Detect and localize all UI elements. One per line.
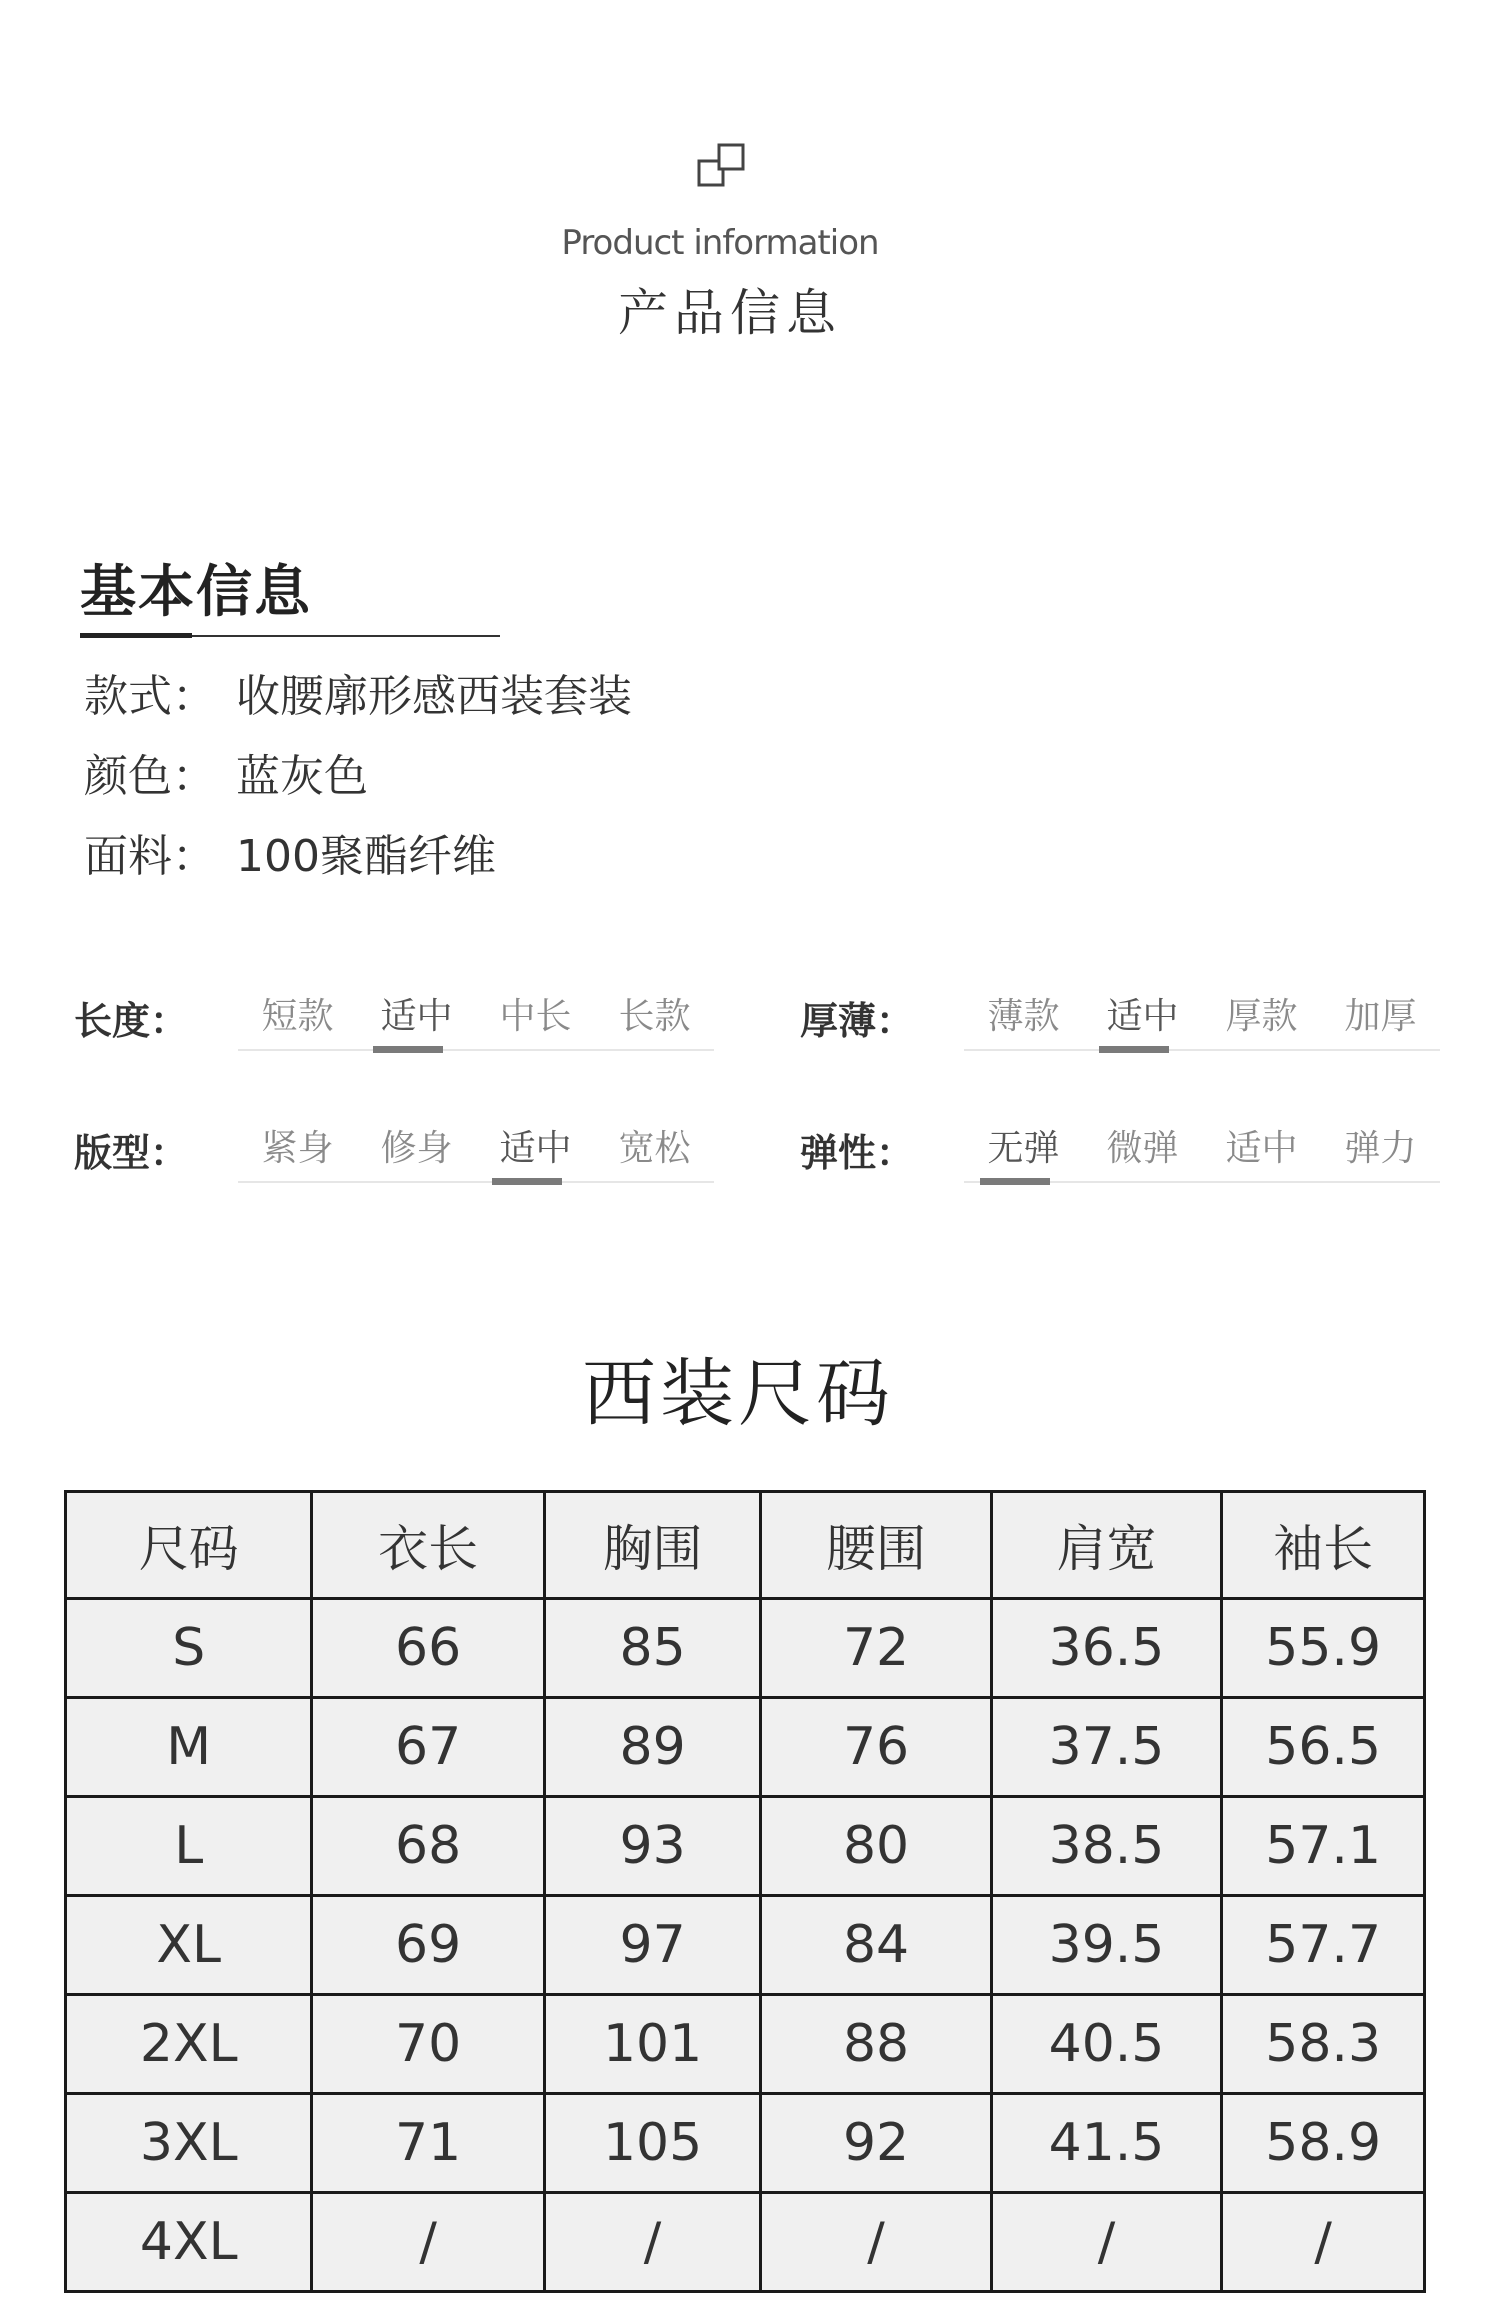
- table-cell: /: [991, 2193, 1222, 2292]
- table-cell: /: [761, 2193, 991, 2292]
- table-row: [66, 1599, 1425, 1698]
- table-cell: 85: [544, 1599, 761, 1698]
- attr-option: 弹力: [1344, 1128, 1417, 1169]
- attr-option: 加厚: [1344, 996, 1417, 1037]
- overlapping-squares-icon: [697, 141, 745, 197]
- info-row-color: [84, 740, 368, 804]
- info-row-style: [84, 660, 632, 724]
- table-cell: 57.1: [1222, 1797, 1425, 1896]
- attr-option-selected: 适中: [476, 1120, 595, 1181]
- table-cell: 58.3: [1222, 1995, 1425, 2094]
- table-cell: /: [544, 2193, 761, 2292]
- table-row: [66, 1995, 1425, 2094]
- table-cell: 41.5: [991, 2094, 1222, 2193]
- table-cell: 93: [544, 1797, 761, 1896]
- attr-label-elasticity: 弹性：: [800, 1131, 915, 1175]
- attr-options-elasticity: [964, 1120, 1440, 1183]
- attr-option: 薄款: [987, 996, 1060, 1037]
- table-cell: 66: [312, 1599, 544, 1698]
- table-cell: 84: [761, 1896, 991, 1995]
- table-cell: 68: [312, 1797, 544, 1896]
- basic-info-title: 基本信息: [80, 560, 312, 625]
- attr-option-selected: 适中: [1083, 988, 1202, 1049]
- table-cell: /: [1222, 2193, 1425, 2292]
- header-cell: 胸围: [544, 1492, 761, 1599]
- attr-options-thickness: [964, 988, 1440, 1051]
- attr-option: 厚款: [1225, 996, 1298, 1037]
- header-cell: 衣长: [312, 1492, 544, 1599]
- table-cell: 57.7: [1222, 1896, 1425, 1995]
- table-cell: 101: [544, 1995, 761, 2094]
- info-key: 颜色：: [84, 751, 216, 802]
- info-value: 收腰廓形感西装套装: [236, 671, 632, 722]
- attr-option: 微弹: [1106, 1128, 1179, 1169]
- header-cell: 尺码: [66, 1492, 312, 1599]
- table-cell: 58.9: [1222, 2094, 1425, 2193]
- table-cell: 70: [312, 1995, 544, 2094]
- attr-option: 宽松: [618, 1128, 691, 1169]
- section-title-cn: 产品信息: [618, 284, 842, 342]
- table-cell: 69: [312, 1896, 544, 1995]
- table-cell: 2XL: [66, 1995, 312, 2094]
- table-header-row: [66, 1492, 1425, 1599]
- size-table: [64, 1490, 1426, 2293]
- table-cell: 4XL: [66, 2193, 312, 2292]
- attr-label-fit: 版型：: [74, 1131, 189, 1175]
- info-key: 款式：: [84, 671, 216, 722]
- table-cell: 39.5: [991, 1896, 1222, 1995]
- header-cell: 腰围: [761, 1492, 991, 1599]
- section-subtitle-en: Product information: [561, 223, 879, 263]
- attr-option: 短款: [261, 996, 334, 1037]
- table-cell: 89: [544, 1698, 761, 1797]
- attr-option: 长款: [618, 996, 691, 1037]
- table-cell: 3XL: [66, 2094, 312, 2193]
- title-underline-accent: [80, 633, 192, 638]
- table-cell: 80: [761, 1797, 991, 1896]
- table-cell: S: [66, 1599, 312, 1698]
- table-cell: 76: [761, 1698, 991, 1797]
- info-key: 面料：: [84, 831, 216, 882]
- info-value: 100聚酯纤维: [236, 831, 496, 882]
- info-value: 蓝灰色: [236, 751, 368, 802]
- header-cell: 肩宽: [991, 1492, 1222, 1599]
- header-cell: 袖长: [1222, 1492, 1425, 1599]
- attr-label-length: 长度：: [74, 999, 189, 1043]
- attr-option: 修身: [380, 1128, 453, 1169]
- attr-options-fit: [238, 1120, 714, 1183]
- table-cell: 55.9: [1222, 1599, 1425, 1698]
- attr-option: 中长: [499, 996, 572, 1037]
- table-cell: 36.5: [991, 1599, 1222, 1698]
- info-row-fabric: [84, 820, 496, 884]
- attr-label-thickness: 厚薄：: [800, 999, 915, 1043]
- table-cell: 92: [761, 2094, 991, 2193]
- table-cell: 71: [312, 2094, 544, 2193]
- table-cell: 67: [312, 1698, 544, 1797]
- table-cell: 97: [544, 1896, 761, 1995]
- table-cell: 72: [761, 1599, 991, 1698]
- table-cell: 38.5: [991, 1797, 1222, 1896]
- size-chart-title: 西装尺码: [582, 1351, 894, 1437]
- table-cell: 88: [761, 1995, 991, 2094]
- table-row: [66, 2193, 1425, 2292]
- table-cell: 37.5: [991, 1698, 1222, 1797]
- attr-option-selected: 适中: [357, 988, 476, 1049]
- table-cell: 56.5: [1222, 1698, 1425, 1797]
- attr-option: 紧身: [261, 1128, 334, 1169]
- table-row: [66, 2094, 1425, 2193]
- table-cell: XL: [66, 1896, 312, 1995]
- attr-option-selected: 无弹: [964, 1120, 1083, 1181]
- table-row: [66, 1797, 1425, 1896]
- table-cell: M: [66, 1698, 312, 1797]
- table-cell: 105: [544, 2094, 761, 2193]
- table-cell: 40.5: [991, 1995, 1222, 2094]
- attr-options-length: [238, 988, 714, 1051]
- attr-option: 适中: [1225, 1128, 1298, 1169]
- table-cell: L: [66, 1797, 312, 1896]
- table-cell: /: [312, 2193, 544, 2292]
- table-row: [66, 1698, 1425, 1797]
- table-row: [66, 1896, 1425, 1995]
